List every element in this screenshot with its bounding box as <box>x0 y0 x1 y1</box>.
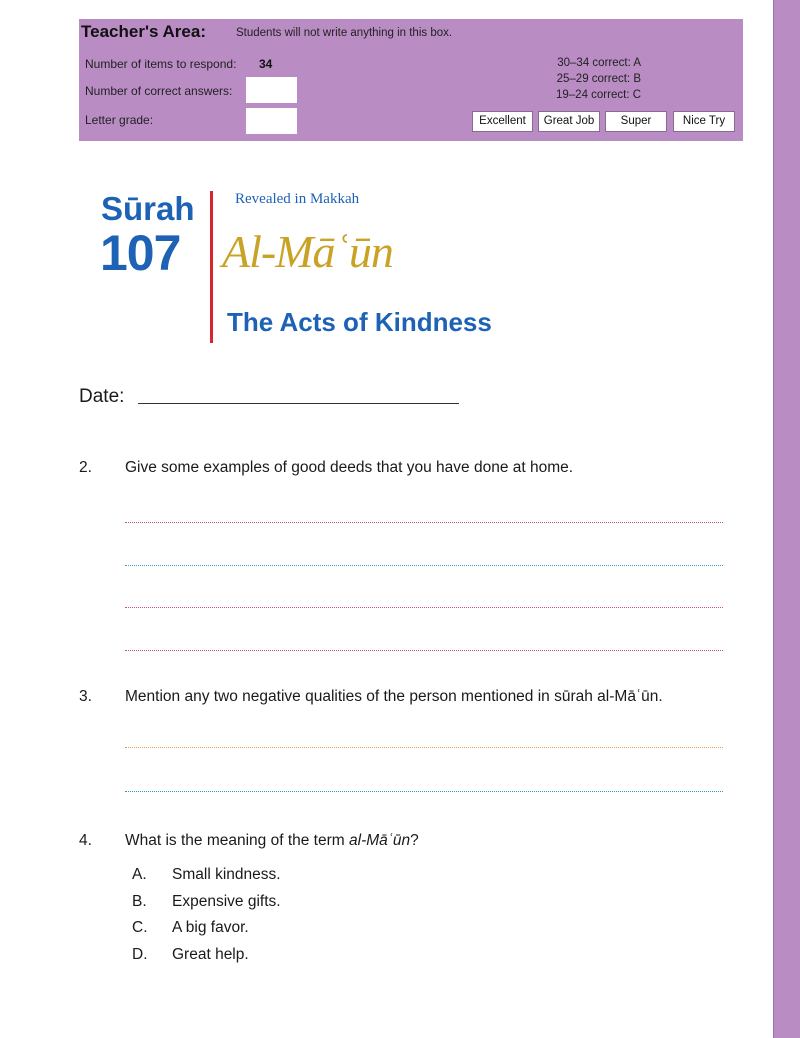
question-4-text <box>125 832 419 850</box>
answer-line[interactable] <box>125 650 723 651</box>
praise-nice-try[interactable]: Nice Try <box>673 111 735 132</box>
praise-great-job[interactable]: Great Job <box>538 111 600 132</box>
question-3-number: 3. <box>79 688 92 705</box>
option-d-text[interactable]: Great help. <box>172 946 249 963</box>
option-d-letter: D. <box>132 946 148 963</box>
grade-scale-b: 25–29 correct: B <box>556 73 641 85</box>
letter-grade-label: Letter grade: <box>85 113 154 127</box>
praise-excellent[interactable]: Excellent <box>472 111 533 132</box>
option-c-text[interactable]: A big favor. <box>172 919 249 936</box>
option-b-text[interactable]: Expensive gifts. <box>172 893 281 910</box>
option-b-letter: B. <box>132 893 147 910</box>
question-2-number: 2. <box>79 459 92 476</box>
question-4-text-after: ? <box>410 832 419 849</box>
date-input-line[interactable] <box>138 403 459 404</box>
grade-scale-c: 19–24 correct: C <box>555 89 641 101</box>
surah-subtitle: The Acts of Kindness <box>227 307 492 337</box>
question-3-text: Mention any two negative qualities of the person mentioned in sūrah al-Māʿūn. <box>125 688 663 705</box>
date-label: Date: <box>79 386 125 407</box>
answer-line[interactable] <box>125 607 723 608</box>
grade-scale-a: 30–34 correct: A <box>557 57 641 69</box>
option-a-letter: A. <box>132 866 147 883</box>
items-value: 34 <box>259 57 273 71</box>
question-2-text: Give some examples of good deeds that you have done at home. <box>125 459 574 476</box>
surah-number: 107 <box>100 225 181 281</box>
teacher-area <box>79 19 743 141</box>
answer-line[interactable] <box>125 522 723 523</box>
option-a-text[interactable]: Small kindness. <box>172 866 281 883</box>
teacher-area-note: Students will not write anything in this box. <box>236 27 453 39</box>
answer-line[interactable] <box>125 565 723 566</box>
option-c-letter: C. <box>132 919 148 936</box>
teacher-area-title: Teacher's Area: <box>81 22 206 41</box>
question-4-number: 4. <box>79 832 92 849</box>
header-divider <box>210 191 213 343</box>
answer-line[interactable] <box>125 747 723 748</box>
praise-super[interactable]: Super <box>605 111 667 132</box>
question-4-text-before: What is the meaning of the term <box>125 832 349 849</box>
items-label: Number of items to respond: <box>85 57 237 71</box>
question-4-term: al-Māʿūn <box>349 832 411 849</box>
surah-word: Sūrah <box>101 190 195 227</box>
revealed-location: Revealed in Makkah <box>235 191 360 207</box>
correct-answers-label: Number of correct answers: <box>85 84 233 98</box>
correct-answers-box[interactable] <box>246 77 297 103</box>
side-color-bar <box>773 0 800 1038</box>
letter-grade-box[interactable] <box>246 108 297 134</box>
answer-line[interactable] <box>125 791 723 792</box>
surah-name: Al-Māʿūn <box>222 226 393 277</box>
